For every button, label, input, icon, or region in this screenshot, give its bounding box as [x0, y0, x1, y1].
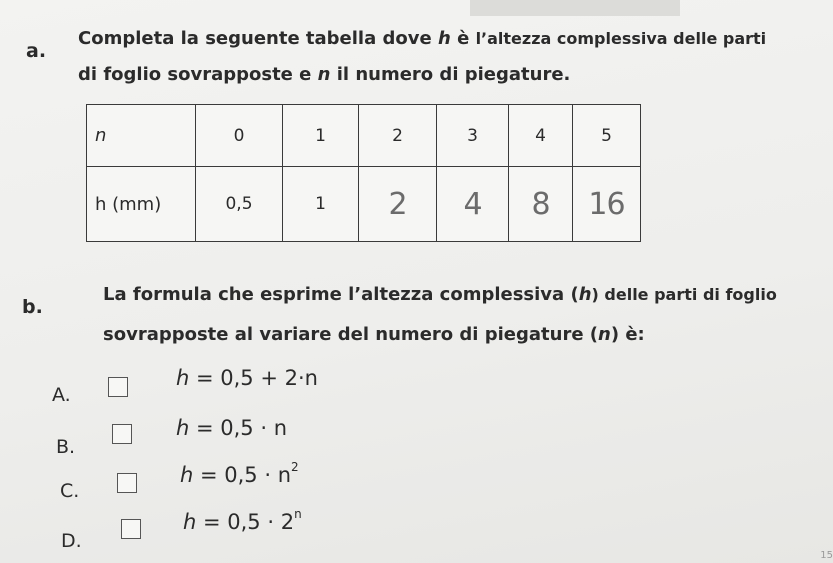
option-a-rhs: = 0,5 + 2·n	[196, 366, 318, 390]
question-a-line1-mid: è	[450, 28, 476, 49]
n-cell-1: 1	[283, 105, 359, 167]
option-c-rhs: = 0,5 · n	[200, 463, 292, 487]
option-d-checkbox[interactable]	[121, 519, 141, 539]
row-label-n	[87, 105, 196, 167]
option-b-formula	[176, 416, 287, 440]
row-label-h: h (mm)	[87, 167, 196, 242]
table-row-n	[87, 105, 641, 167]
row-label-n-text: n	[95, 125, 107, 146]
option-c-exponent: 2	[291, 460, 299, 474]
option-b-letter: B.	[56, 436, 76, 458]
n-cell-2: 2	[359, 105, 437, 167]
n-cell-4: 4	[509, 105, 573, 167]
h-cell-1: 1	[283, 167, 359, 242]
h-cell-3-handwritten[interactable]: 4	[437, 167, 509, 242]
option-b-checkbox[interactable]	[112, 424, 132, 444]
n-cell-5: 5	[573, 105, 641, 167]
question-b-letter: b.	[22, 296, 43, 318]
question-b-line1-prefix: La formula che esprime l’altezza complessiva (	[103, 284, 579, 305]
question-a-line2	[78, 58, 570, 92]
question-b-line2-suffix: ) è:	[610, 324, 645, 345]
option-c-lhs: h	[180, 463, 194, 487]
option-d-rhs: = 0,5 · 2	[203, 510, 295, 534]
option-b-rhs: = 0,5 · n	[196, 416, 288, 440]
question-b-var-n: n	[598, 324, 611, 345]
option-d-exponent: n	[294, 507, 302, 521]
option-a-formula	[176, 366, 318, 390]
option-a-lhs: h	[176, 366, 190, 390]
question-a-var-h: h	[437, 28, 451, 49]
option-a-letter: A.	[52, 384, 71, 406]
h-cell-2-handwritten[interactable]: 2	[359, 167, 437, 242]
question-b-line1-suffix: ) delle parti di foglio	[591, 285, 777, 304]
option-d-formula	[183, 507, 302, 534]
option-c-formula	[180, 460, 299, 487]
folding-table	[86, 104, 641, 242]
question-a-line1-suffix: l’altezza complessiva delle parti	[475, 29, 767, 48]
question-a-line1	[78, 22, 766, 56]
n-cell-3: 3	[437, 105, 509, 167]
table-row-h	[87, 167, 641, 242]
n-cell-0: 0	[196, 105, 283, 167]
option-b-lhs: h	[176, 416, 190, 440]
question-b-line2	[103, 318, 645, 352]
option-a-checkbox[interactable]	[108, 377, 128, 397]
question-a-line2-suffix: il numero di piegature.	[330, 64, 571, 85]
h-cell-0: 0,5	[196, 167, 283, 242]
option-d-lhs: h	[183, 510, 197, 534]
h-cell-4-handwritten[interactable]: 8	[509, 167, 573, 242]
question-b-var-h: h	[578, 284, 592, 305]
page-number: 15	[820, 550, 833, 561]
option-c-letter: C.	[60, 480, 80, 502]
option-d-letter: D.	[61, 530, 82, 552]
question-b-line1	[103, 278, 777, 312]
option-c-checkbox[interactable]	[117, 473, 137, 493]
question-b-line2-prefix: sovrapposte al variare del numero di piegature (	[103, 324, 599, 345]
question-a-var-n: n	[317, 64, 331, 85]
question-a-letter: a.	[26, 40, 47, 62]
top-edge-band	[470, 0, 680, 16]
question-a-line2-prefix: di foglio sovrapposte e	[78, 64, 318, 85]
h-cell-5-handwritten[interactable]: 16	[573, 167, 641, 242]
question-a-line1-prefix: Completa la seguente tabella dove	[78, 28, 438, 49]
